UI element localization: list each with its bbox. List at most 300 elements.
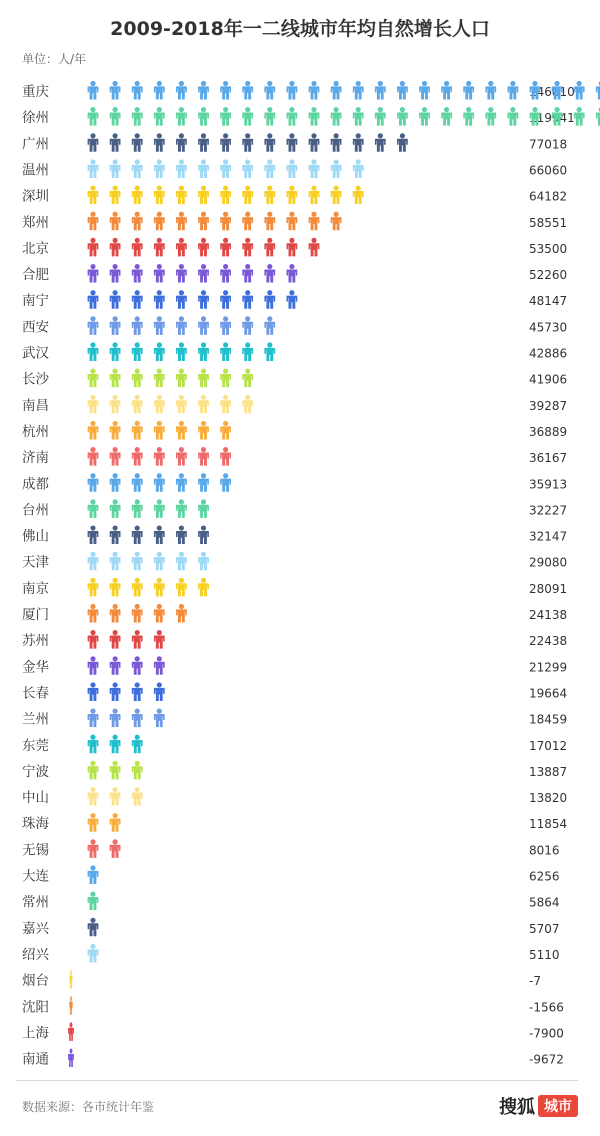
person-icon [264, 159, 275, 178]
value-label: 45730 [529, 320, 568, 335]
person-icon [220, 107, 231, 126]
person-icon [176, 421, 187, 440]
person-icon [309, 159, 320, 178]
person-icon [110, 369, 121, 388]
sohu-city-logo [499, 1093, 578, 1119]
person-icon [574, 81, 585, 100]
person-icon [132, 552, 143, 571]
category-label: 金华 [22, 659, 49, 676]
person-icon [176, 212, 187, 231]
person-icon [198, 447, 209, 466]
person-icon [132, 212, 143, 231]
person-icon [176, 107, 187, 126]
value-label: 17012 [529, 738, 568, 753]
person-icon [88, 604, 99, 623]
value-label: 32147 [529, 529, 568, 544]
person-icon [176, 264, 187, 283]
person-icon [220, 473, 231, 492]
person-icon [110, 787, 121, 806]
person-icon [132, 630, 143, 649]
chart-title: 2009-2018年一二线城市年均自然增长人口 [110, 18, 490, 40]
person-icon [88, 865, 99, 884]
person-icon [110, 107, 121, 126]
person-icon [110, 630, 121, 649]
person-icon [176, 578, 187, 597]
value-label: 13820 [529, 791, 568, 806]
person-icon [287, 238, 298, 257]
person-icon [176, 290, 187, 309]
category-label: 沈阳 [22, 999, 49, 1016]
category-label: 济南 [22, 450, 49, 467]
person-icon [176, 186, 187, 205]
person-icon [242, 159, 253, 178]
person-icon [397, 81, 408, 100]
person-icon [132, 709, 143, 728]
person-icon [176, 499, 187, 518]
person-icon [88, 159, 99, 178]
person-icon [198, 159, 209, 178]
person-icon [176, 369, 187, 388]
person-icon [176, 238, 187, 257]
person-icon [154, 656, 165, 675]
person-icon [110, 499, 121, 518]
person-icon [198, 238, 209, 257]
person-icon [287, 290, 298, 309]
person-icon [88, 238, 99, 257]
category-label: 北京 [22, 240, 49, 257]
person-icon [88, 630, 99, 649]
person-icon [176, 133, 187, 152]
person-icon [176, 473, 187, 492]
person-icon [331, 133, 342, 152]
person-icon [264, 238, 275, 257]
person-icon [331, 107, 342, 126]
person-icon [220, 133, 231, 152]
category-label: 郑州 [22, 214, 49, 231]
value-label: 8016 [529, 843, 560, 858]
person-icon [88, 918, 99, 937]
value-label: -1566 [529, 1000, 564, 1015]
value-label: 28091 [529, 581, 568, 596]
person-icon [220, 81, 231, 100]
person-icon [154, 552, 165, 571]
person-icon [154, 186, 165, 205]
person-icon [375, 81, 386, 100]
person-icon [88, 656, 99, 675]
person-icon [88, 839, 99, 858]
person-icon [397, 133, 408, 152]
negative-person-icon [70, 970, 73, 989]
person-icon [331, 81, 342, 100]
person-icon [176, 525, 187, 544]
person-icon [176, 81, 187, 100]
person-icon [88, 342, 99, 361]
person-icon [154, 630, 165, 649]
person-icon [132, 735, 143, 754]
category-label: 佛山 [22, 528, 49, 545]
category-label: 珠海 [22, 816, 49, 833]
category-label: 大连 [22, 868, 49, 885]
person-icon [463, 107, 474, 126]
person-icon [220, 342, 231, 361]
person-icon [110, 212, 121, 231]
person-icon [353, 186, 364, 205]
value-label: 11854 [529, 817, 568, 832]
value-label: 29080 [529, 555, 568, 570]
person-icon [220, 369, 231, 388]
person-icon [220, 212, 231, 231]
person-icon [110, 159, 121, 178]
person-icon [176, 342, 187, 361]
person-icon [88, 735, 99, 754]
person-icon [242, 186, 253, 205]
person-icon [242, 81, 253, 100]
person-icon [132, 525, 143, 544]
person-icon [88, 552, 99, 571]
person-icon [242, 395, 253, 414]
person-icon [154, 159, 165, 178]
person-icon [132, 656, 143, 675]
person-icon [220, 447, 231, 466]
person-icon [353, 159, 364, 178]
person-icon [154, 342, 165, 361]
person-icon [508, 107, 519, 126]
person-icon [331, 212, 342, 231]
person-icon [375, 133, 386, 152]
person-icon [176, 316, 187, 335]
person-icon [154, 578, 165, 597]
person-icon [176, 395, 187, 414]
person-icon [176, 159, 187, 178]
category-label: 常州 [22, 894, 49, 911]
person-icon [198, 369, 209, 388]
person-icon [264, 290, 275, 309]
value-label: -7900 [529, 1026, 564, 1041]
person-icon [198, 525, 209, 544]
person-icon [110, 238, 121, 257]
person-icon [132, 159, 143, 178]
person-icon [88, 578, 99, 597]
person-icon [110, 682, 121, 701]
person-icon [88, 133, 99, 152]
value-label: 66060 [529, 163, 568, 178]
person-icon [132, 264, 143, 283]
value-label: 18459 [529, 712, 568, 727]
person-icon [242, 342, 253, 361]
person-icon [264, 316, 275, 335]
person-icon [132, 238, 143, 257]
person-icon [88, 447, 99, 466]
person-icon [132, 447, 143, 466]
value-label: 52260 [529, 268, 568, 283]
person-icon [596, 81, 600, 100]
value-label: 35913 [529, 477, 568, 492]
category-label: 天津 [22, 554, 49, 571]
person-icon [132, 473, 143, 492]
person-icon [88, 369, 99, 388]
person-icon [353, 81, 364, 100]
person-icon [309, 186, 320, 205]
person-icon [309, 81, 320, 100]
category-label: 广州 [22, 136, 49, 153]
person-icon [132, 395, 143, 414]
person-icon [154, 421, 165, 440]
person-icon [331, 186, 342, 205]
person-icon [463, 81, 474, 100]
person-icon [154, 264, 165, 283]
category-label: 徐州 [22, 110, 49, 127]
category-label: 绍兴 [22, 946, 49, 963]
person-icon [132, 81, 143, 100]
person-icon [154, 369, 165, 388]
category-label: 武汉 [22, 345, 49, 362]
value-label: 13887 [529, 764, 568, 779]
value-label: 19664 [529, 686, 568, 701]
logo-text: 搜狐 [499, 1097, 535, 1118]
person-icon [264, 186, 275, 205]
person-icon [132, 682, 143, 701]
person-icon [110, 578, 121, 597]
person-icon [88, 212, 99, 231]
person-icon [419, 81, 430, 100]
person-icon [198, 212, 209, 231]
value-label: 32227 [529, 503, 568, 518]
logo-badge: 城市 [538, 1095, 578, 1117]
person-icon [242, 369, 253, 388]
value-label: 36889 [529, 424, 568, 439]
person-icon [154, 604, 165, 623]
person-icon [154, 290, 165, 309]
person-icon [198, 395, 209, 414]
person-icon [132, 316, 143, 335]
person-icon [574, 107, 585, 126]
category-label: 深圳 [22, 188, 49, 205]
person-icon [110, 395, 121, 414]
person-icon [110, 656, 121, 675]
person-icon [110, 761, 121, 780]
person-icon [264, 107, 275, 126]
person-icon [242, 264, 253, 283]
person-icon [242, 212, 253, 231]
person-icon [154, 682, 165, 701]
person-icon [88, 761, 99, 780]
person-icon [154, 395, 165, 414]
category-label: 南宁 [22, 293, 49, 310]
category-label: 南昌 [22, 397, 49, 414]
person-icon [198, 107, 209, 126]
person-icon [220, 395, 231, 414]
category-label: 无锡 [22, 842, 49, 859]
category-label: 杭州 [22, 423, 49, 440]
person-icon [154, 709, 165, 728]
person-icon [88, 81, 99, 100]
person-icon [353, 133, 364, 152]
person-icon [88, 473, 99, 492]
person-icon [110, 342, 121, 361]
value-label: -9672 [529, 1052, 564, 1067]
person-icon [198, 473, 209, 492]
category-label: 南通 [22, 1051, 49, 1068]
person-icon [154, 316, 165, 335]
person-icon [154, 499, 165, 518]
person-icon [132, 133, 143, 152]
value-label: -7 [529, 974, 541, 989]
person-icon [110, 735, 121, 754]
person-icon [220, 421, 231, 440]
person-icon [287, 212, 298, 231]
category-label: 烟台 [22, 973, 49, 990]
person-icon [110, 133, 121, 152]
person-icon [132, 107, 143, 126]
person-icon [220, 238, 231, 257]
person-icon [287, 133, 298, 152]
category-label: 长春 [22, 685, 49, 702]
person-icon [132, 499, 143, 518]
person-icon [198, 264, 209, 283]
footer-divider [16, 1080, 578, 1081]
person-icon [110, 813, 121, 832]
person-icon [110, 709, 121, 728]
person-icon [287, 81, 298, 100]
person-icon [110, 447, 121, 466]
unit-label: 单位：人/年 [22, 52, 87, 66]
negative-person-icon [68, 1048, 74, 1067]
negative-person-icon [69, 996, 72, 1015]
category-label: 中山 [22, 790, 49, 807]
person-icon [88, 813, 99, 832]
category-label: 嘉兴 [22, 920, 49, 937]
value-label: 39287 [529, 398, 568, 413]
person-icon [508, 81, 519, 100]
person-icon [198, 81, 209, 100]
person-icon [264, 133, 275, 152]
category-label: 重庆 [22, 84, 49, 100]
person-icon [309, 238, 320, 257]
category-label: 厦门 [22, 607, 49, 623]
person-icon [419, 107, 430, 126]
person-icon [132, 578, 143, 597]
value-label: 5110 [529, 947, 560, 962]
person-icon [220, 264, 231, 283]
category-label: 合肥 [22, 267, 49, 284]
value-label: 5707 [529, 921, 560, 936]
person-icon [154, 473, 165, 492]
value-label: 58551 [529, 215, 568, 230]
value-label: 24138 [529, 608, 568, 622]
person-icon [287, 159, 298, 178]
person-icon [110, 604, 121, 623]
category-label: 长沙 [22, 371, 49, 388]
value-label: 42886 [529, 346, 568, 361]
person-icon [287, 264, 298, 283]
person-icon [132, 421, 143, 440]
person-icon [110, 316, 121, 335]
person-icon [132, 342, 143, 361]
person-icon [242, 290, 253, 309]
negative-person-icon [68, 1022, 74, 1041]
person-icon [88, 682, 99, 701]
person-icon [353, 107, 364, 126]
value-label: 22438 [529, 634, 568, 649]
category-label: 南京 [22, 580, 49, 597]
person-icon [110, 290, 121, 309]
person-icon [264, 81, 275, 100]
category-label: 东莞 [22, 737, 49, 754]
value-label: 36167 [529, 451, 568, 466]
person-icon [88, 525, 99, 544]
category-label: 兰州 [22, 711, 49, 728]
person-icon [88, 107, 99, 126]
person-icon [242, 133, 253, 152]
person-icon [132, 761, 143, 780]
person-icon [309, 133, 320, 152]
person-icon [110, 421, 121, 440]
person-icon [88, 186, 99, 205]
person-icon [198, 421, 209, 440]
person-icon [198, 316, 209, 335]
value-label: 48147 [529, 294, 568, 309]
person-icon [242, 238, 253, 257]
category-label: 台州 [22, 502, 49, 519]
value-label: 5864 [529, 895, 560, 910]
person-icon [88, 892, 99, 911]
person-icon [220, 159, 231, 178]
person-icon [154, 107, 165, 126]
person-icon [287, 186, 298, 205]
person-icon [331, 159, 342, 178]
person-icon [110, 552, 121, 571]
category-label: 温州 [22, 162, 49, 179]
person-icon [88, 290, 99, 309]
person-icon [198, 133, 209, 152]
person-icon [220, 316, 231, 335]
person-icon [132, 604, 143, 623]
person-icon [88, 499, 99, 518]
person-icon [198, 290, 209, 309]
person-icon [110, 525, 121, 544]
person-icon [88, 421, 99, 440]
person-icon [110, 473, 121, 492]
person-icon [132, 290, 143, 309]
person-icon [110, 264, 121, 283]
person-icon [88, 264, 99, 283]
person-icon [154, 81, 165, 100]
value-label: 53500 [529, 241, 568, 256]
value-label: 21299 [529, 660, 568, 675]
person-icon [596, 107, 600, 126]
person-icon [176, 447, 187, 466]
person-icon [88, 787, 99, 806]
person-icon [110, 81, 121, 100]
person-icon [198, 499, 209, 518]
person-icon [309, 212, 320, 231]
category-label: 上海 [22, 1025, 49, 1042]
person-icon [485, 81, 496, 100]
person-icon [88, 709, 99, 728]
person-icon [88, 944, 99, 963]
person-icon [264, 212, 275, 231]
person-icon [88, 395, 99, 414]
person-icon [198, 552, 209, 571]
person-icon [88, 316, 99, 335]
person-icon [110, 186, 121, 205]
value-label: 6256 [529, 869, 560, 884]
person-icon [132, 369, 143, 388]
value-label: 77018 [529, 137, 568, 152]
person-icon [154, 133, 165, 152]
person-icon [154, 238, 165, 257]
category-label: 宁波 [22, 763, 49, 780]
